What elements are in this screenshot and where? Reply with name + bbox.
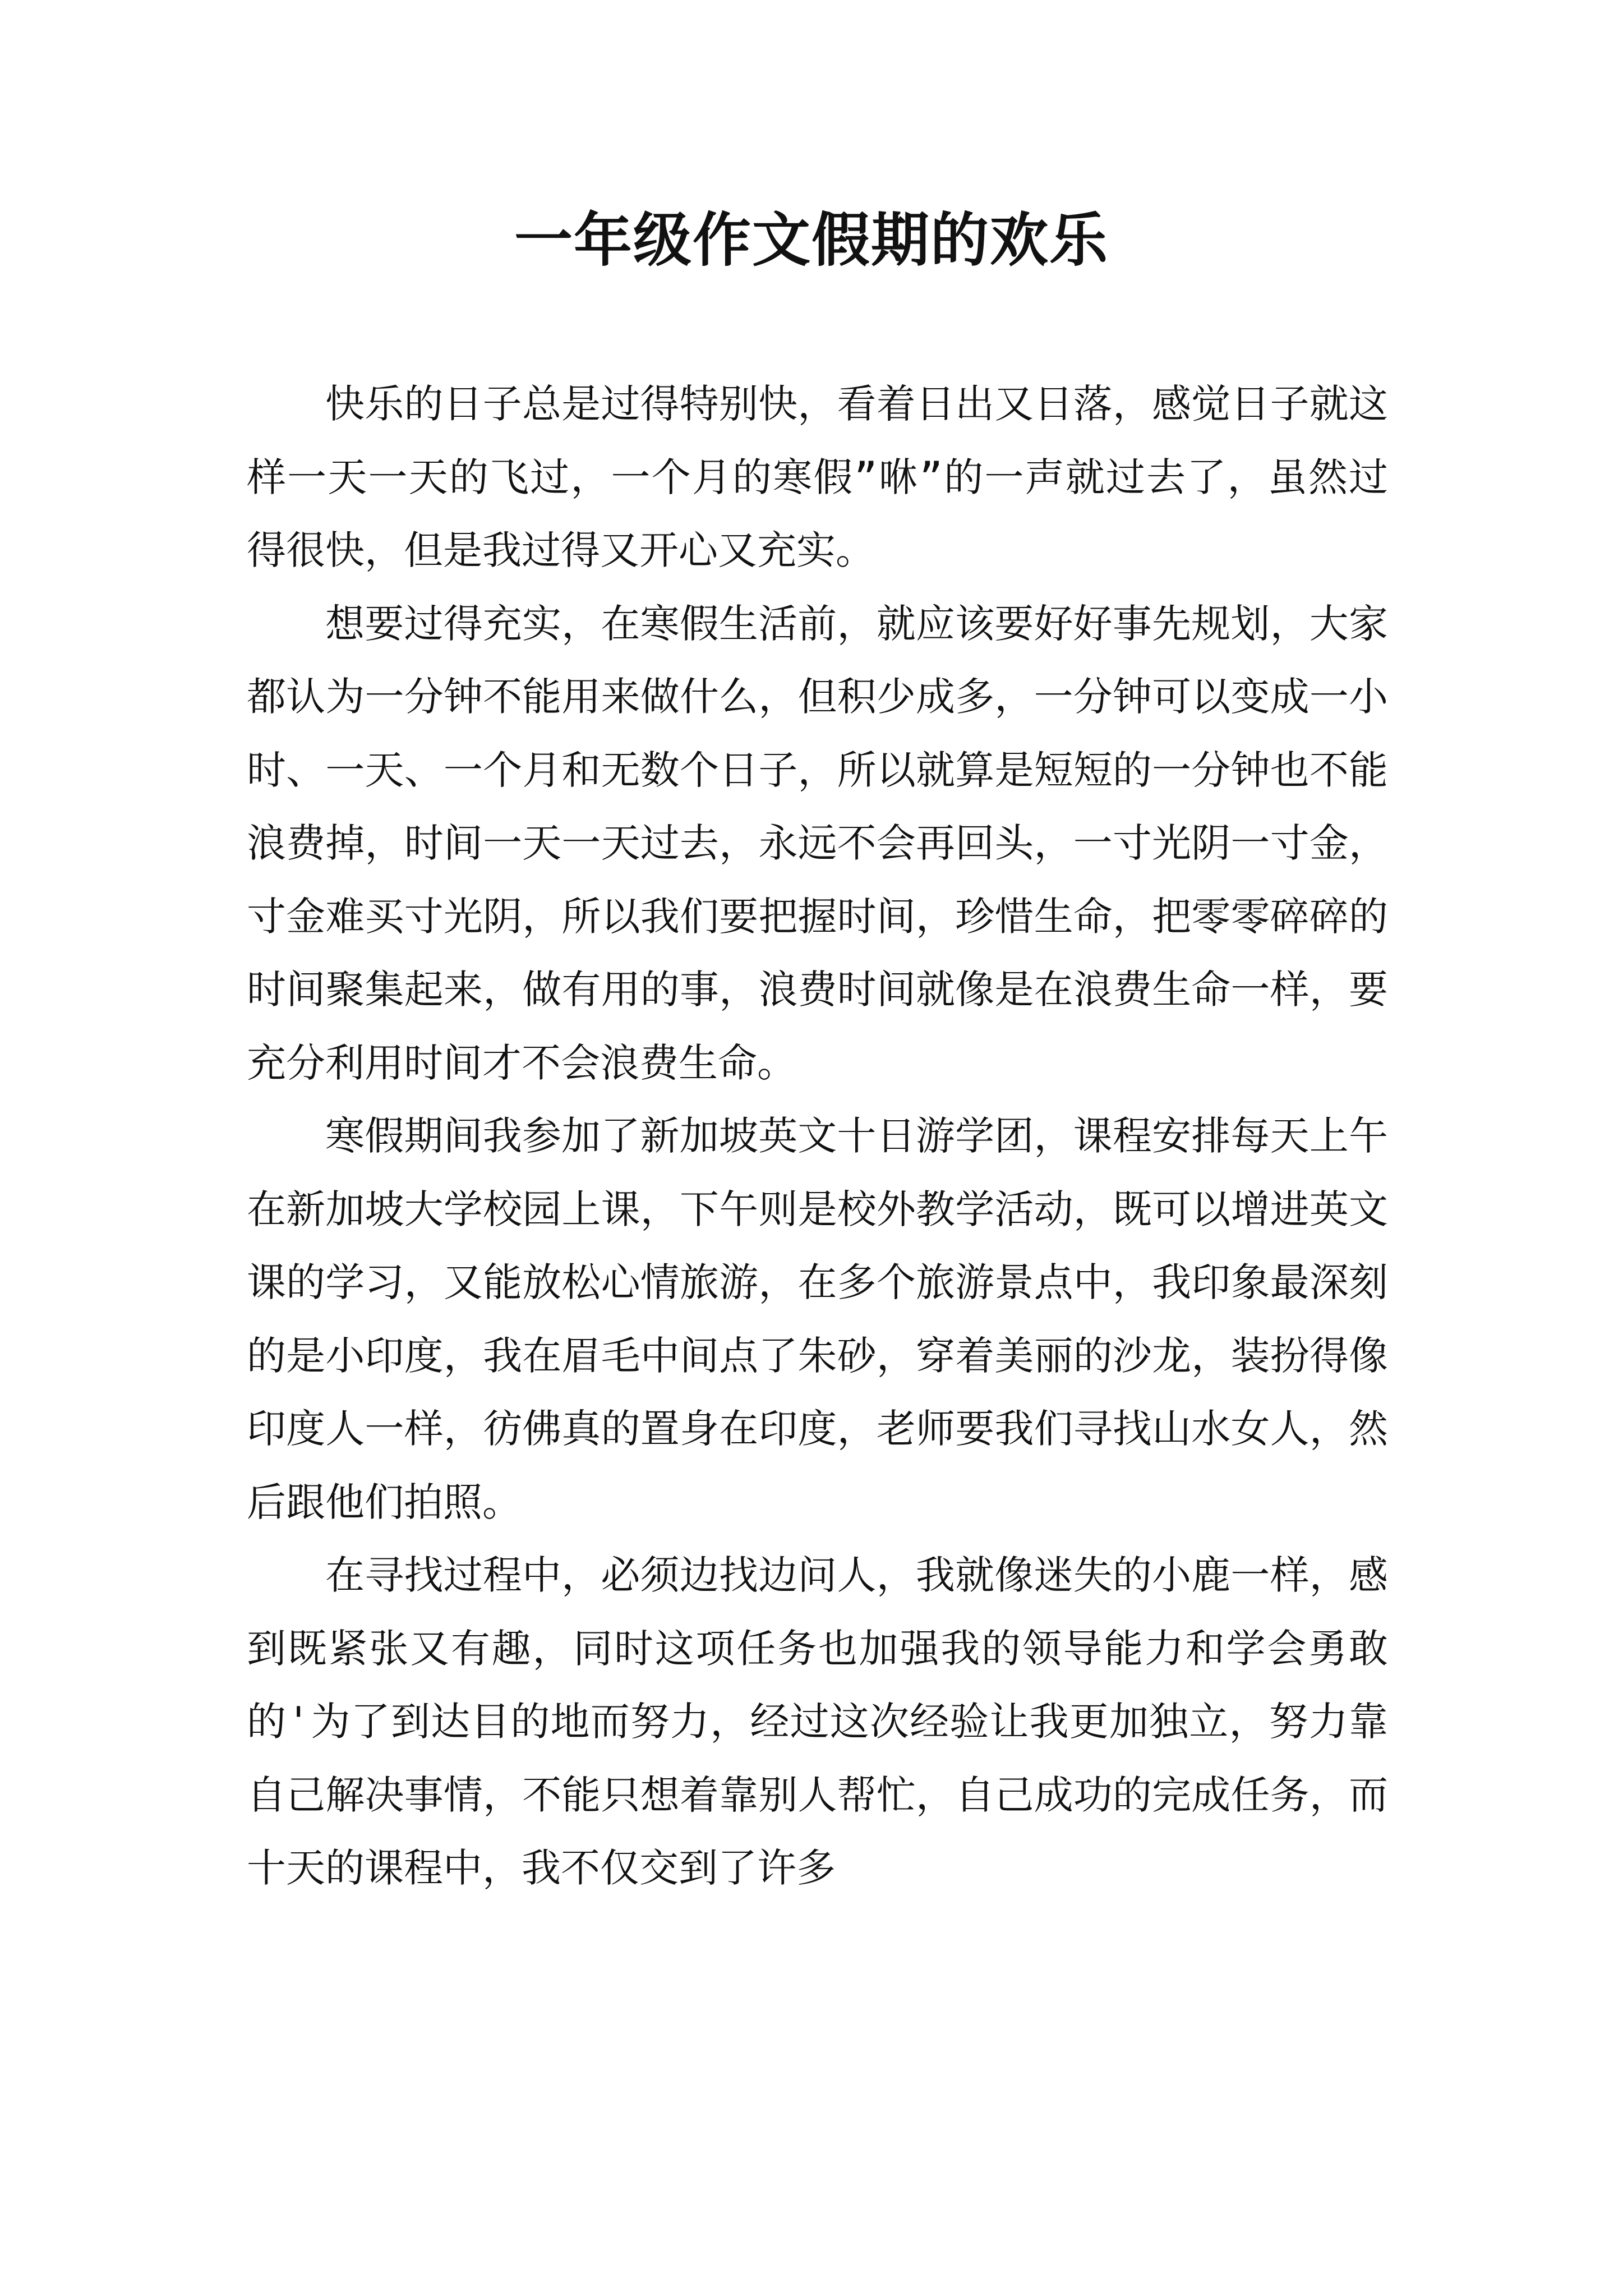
paragraph-3: 寒假期间我参加了新加坡英文十日游学团，课程安排每天上午在新加坡大学校园上课，下午则是校外教学活动，既可以增进英文课的学习，又能放松心情旅游，在多个旅游景点中，我印象最深刻的是小印度，我在眉毛中间点了朱砂，穿着美丽的沙龙，装扮得像印度人一样，彷佛真的置身在印度，老师要我们寻找山水女人，然后跟他们拍照。 bbox=[247, 1113, 1388, 1525]
paragraph-2: 想要过得充实，在寒假生活前，就应该要好好事先规划，大家都认为一分钟不能用来做什么，但积少成多，一分钟可以变成一小时、一天、一个月和无数个日子，所以就算是短短的一分钟也不能浪费掉，时间一天一天过去，永远不会再回头，一寸光阴一寸金，寸金难买寸光阴，所以我们要把握时间，珍惜生命，把零零碎碎的时间聚集起来，做有用的事，浪费时间就像是在浪费生命一样，要充分利用时间才不会浪费生命。 bbox=[247, 600, 1388, 1086]
paragraph-1: 快乐的日子总是过得特别快，看着日出又日落，感觉日子就这样一天一天的飞过，一个月的寒假”咻”的一声就过去了，虽然过得很快，但是我过得又开心又充实。 bbox=[247, 381, 1388, 573]
document-body bbox=[247, 367, 1388, 1905]
document-title: 一年级作文假期的欢乐 bbox=[514, 205, 1109, 274]
paragraph-4: 在寻找过程中，必须边找边问人，我就像迷失的小鹿一样，感到既紧张又有趣，同时这项任务也加强我的领导能力和学会勇敢的'为了到达目的地而努力，经过这次经验让我更加独立，努力靠自己解决事情，不能只想着靠别人帮忙，自己成功的完成任务，而十天的课程中，我不仅交到了许多 bbox=[247, 1552, 1388, 1891]
